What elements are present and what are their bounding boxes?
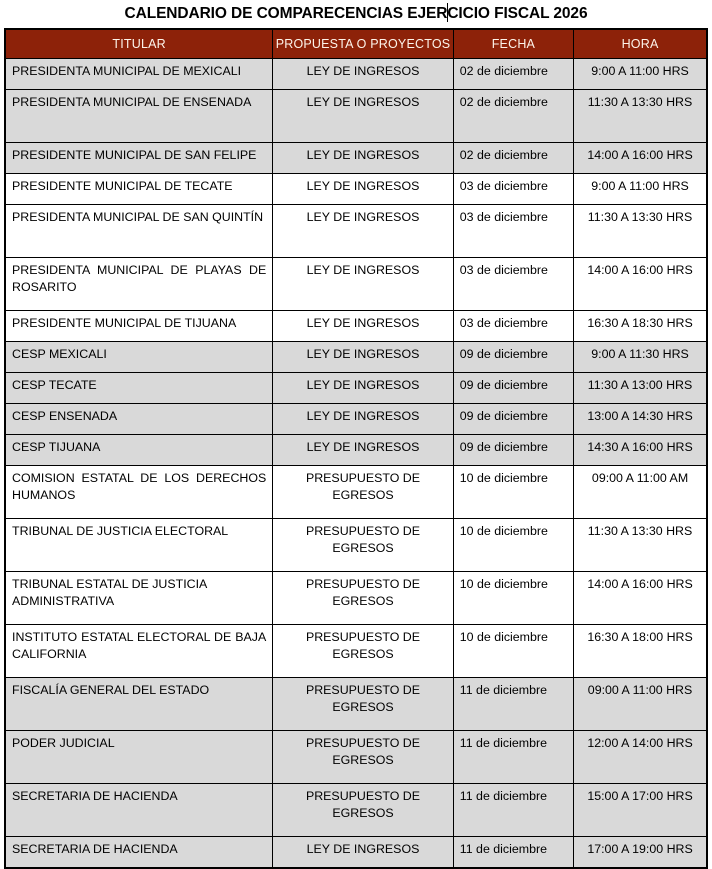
cell-titular: TRIBUNAL DE JUSTICIA ELECTORAL — [5, 519, 273, 572]
cell-propuesta: PRESUPUESTO DE EGRESOS — [273, 572, 454, 625]
table-row — [5, 59, 707, 90]
cell-fecha: 11 de diciembre — [453, 731, 573, 784]
cell-propuesta: LEY DE INGRESOS — [273, 258, 454, 311]
cell-hora: 11:30 A 13:00 HRS — [574, 373, 707, 404]
cell-titular: CESP MEXICALI — [5, 342, 273, 373]
table-row — [5, 435, 707, 466]
cell-titular: FISCALÍA GENERAL DEL ESTADO — [5, 678, 273, 731]
cell-propuesta: LEY DE INGRESOS — [273, 435, 454, 466]
cell-titular: CESP TIJUANA — [5, 435, 273, 466]
cell-propuesta: PRESUPUESTO DE EGRESOS — [273, 678, 454, 731]
cell-propuesta: PRESUPUESTO DE EGRESOS — [273, 519, 454, 572]
cell-hora: 11:30 A 13:30 HRS — [574, 519, 707, 572]
cell-propuesta: LEY DE INGRESOS — [273, 174, 454, 205]
cell-hora: 14:00 A 16:00 HRS — [574, 572, 707, 625]
cell-propuesta: PRESUPUESTO DE EGRESOS — [273, 625, 454, 678]
column-header-fecha: FECHA — [453, 29, 573, 59]
cell-propuesta: LEY DE INGRESOS — [273, 404, 454, 435]
cell-titular: PRESIDENTE MUNICIPAL DE TECATE — [5, 174, 273, 205]
cell-fecha: 02 de diciembre — [453, 143, 573, 174]
column-header-hora: HORA — [574, 29, 707, 59]
cell-fecha: 09 de diciembre — [453, 373, 573, 404]
table-row — [5, 572, 707, 625]
cell-propuesta: LEY DE INGRESOS — [273, 59, 454, 90]
cell-hora: 9:00 A 11:00 HRS — [574, 174, 707, 205]
cell-propuesta: PRESUPUESTO DE EGRESOS — [273, 466, 454, 519]
cell-fecha: 09 de diciembre — [453, 342, 573, 373]
comparecencias-table — [4, 28, 708, 869]
cell-titular: PRESIDENTE MUNICIPAL DE TIJUANA — [5, 311, 273, 342]
table-row — [5, 837, 707, 869]
cell-hora: 15:00 A 17:00 HRS — [574, 784, 707, 837]
cell-fecha: 10 de diciembre — [453, 625, 573, 678]
cell-propuesta: LEY DE INGRESOS — [273, 90, 454, 143]
cell-hora: 9:00 A 11:00 HRS — [574, 59, 707, 90]
cell-titular: PRESIDENTA MUNICIPAL DE MEXICALI — [5, 59, 273, 90]
cell-propuesta: LEY DE INGRESOS — [273, 342, 454, 373]
table-row — [5, 373, 707, 404]
cell-hora: 9:00 A 11:30 HRS — [574, 342, 707, 373]
cell-fecha: 02 de diciembre — [453, 90, 573, 143]
cell-fecha: 09 de diciembre — [453, 404, 573, 435]
cell-hora: 16:30 A 18:30 HRS — [574, 311, 707, 342]
cell-hora: 17:00 A 19:00 HRS — [574, 837, 707, 869]
cell-hora: 11:30 A 13:30 HRS — [574, 90, 707, 143]
cell-fecha: 11 de diciembre — [453, 837, 573, 869]
cell-titular: PRESIDENTA MUNICIPAL DE SAN QUINTÍN — [5, 205, 273, 258]
cell-propuesta: PRESUPUESTO DE EGRESOS — [273, 731, 454, 784]
cell-fecha: 11 de diciembre — [453, 678, 573, 731]
cell-propuesta: LEY DE INGRESOS — [273, 373, 454, 404]
cell-propuesta: LEY DE INGRESOS — [273, 143, 454, 174]
cell-fecha: 10 de diciembre — [453, 519, 573, 572]
cell-hora: 12:00 A 14:00 HRS — [574, 731, 707, 784]
cell-titular: TRIBUNAL ESTATAL DE JUSTICIA ADMINISTRATIVA — [5, 572, 273, 625]
column-header-titular: TITULAR — [5, 29, 273, 59]
cell-titular: CESP ENSENADA — [5, 404, 273, 435]
cell-propuesta: LEY DE INGRESOS — [273, 205, 454, 258]
cell-hora: 16:30 A 18:00 HRS — [574, 625, 707, 678]
cell-fecha: 03 de diciembre — [453, 174, 573, 205]
cell-fecha: 02 de diciembre — [453, 59, 573, 90]
table-row — [5, 731, 707, 784]
table-row — [5, 143, 707, 174]
table-row — [5, 404, 707, 435]
cell-hora: 09:00 A 11:00 AM — [574, 466, 707, 519]
cell-titular: CESP TECATE — [5, 373, 273, 404]
table-body — [5, 59, 707, 869]
cell-propuesta: LEY DE INGRESOS — [273, 837, 454, 869]
cell-fecha: 09 de diciembre — [453, 435, 573, 466]
cell-titular: SECRETARIA DE HACIENDA — [5, 837, 273, 869]
cell-fecha: 11 de diciembre — [453, 784, 573, 837]
cell-titular: PRESIDENTE MUNICIPAL DE SAN FELIPE — [5, 143, 273, 174]
table-row — [5, 625, 707, 678]
cell-titular: PODER JUDICIAL — [5, 731, 273, 784]
cell-hora: 09:00 A 11:00 HRS — [574, 678, 707, 731]
table-row — [5, 678, 707, 731]
cell-fecha: 03 de diciembre — [453, 205, 573, 258]
cell-fecha: 10 de diciembre — [453, 466, 573, 519]
table-row — [5, 311, 707, 342]
table-row — [5, 519, 707, 572]
cell-propuesta: LEY DE INGRESOS — [273, 311, 454, 342]
table-row — [5, 784, 707, 837]
cell-propuesta: PRESUPUESTO DE EGRESOS — [273, 784, 454, 837]
cell-fecha: 03 de diciembre — [453, 311, 573, 342]
cell-hora: 13:00 A 14:30 HRS — [574, 404, 707, 435]
cell-titular: PRESIDENTA MUNICIPAL DE ENSENADA — [5, 90, 273, 143]
column-header-propuesta: PROPUESTA O PROYECTOS — [273, 29, 454, 59]
table-header — [5, 29, 707, 59]
cell-fecha: 10 de diciembre — [453, 572, 573, 625]
cell-titular: SECRETARIA DE HACIENDA — [5, 784, 273, 837]
cell-hora: 14:00 A 16:00 HRS — [574, 143, 707, 174]
table-row — [5, 342, 707, 373]
page-title-text-after-caret: CICIO FISCAL 2026 — [447, 5, 588, 22]
page-title-text-before-caret: CALENDARIO DE COMPARECENCIAS EJER — [124, 5, 448, 22]
cell-titular: COMISION ESTATAL DE LOS DERECHOS HUMANOS — [5, 466, 273, 519]
table-row — [5, 174, 707, 205]
cell-titular: INSTITUTO ESTATAL ELECTORAL DE BAJA CALIFORNIA — [5, 625, 273, 678]
cell-hora: 14:30 A 16:00 HRS — [574, 435, 707, 466]
table-header-row — [5, 29, 707, 59]
page-title — [0, 0, 712, 28]
table-row — [5, 466, 707, 519]
cell-fecha: 03 de diciembre — [453, 258, 573, 311]
cell-titular: PRESIDENTA MUNICIPAL DE PLAYAS DE ROSARITO — [5, 258, 273, 311]
table-row — [5, 90, 707, 143]
cell-hora: 11:30 A 13:30 HRS — [574, 205, 707, 258]
table-row — [5, 258, 707, 311]
cell-hora: 14:00 A 16:00 HRS — [574, 258, 707, 311]
table-row — [5, 205, 707, 258]
